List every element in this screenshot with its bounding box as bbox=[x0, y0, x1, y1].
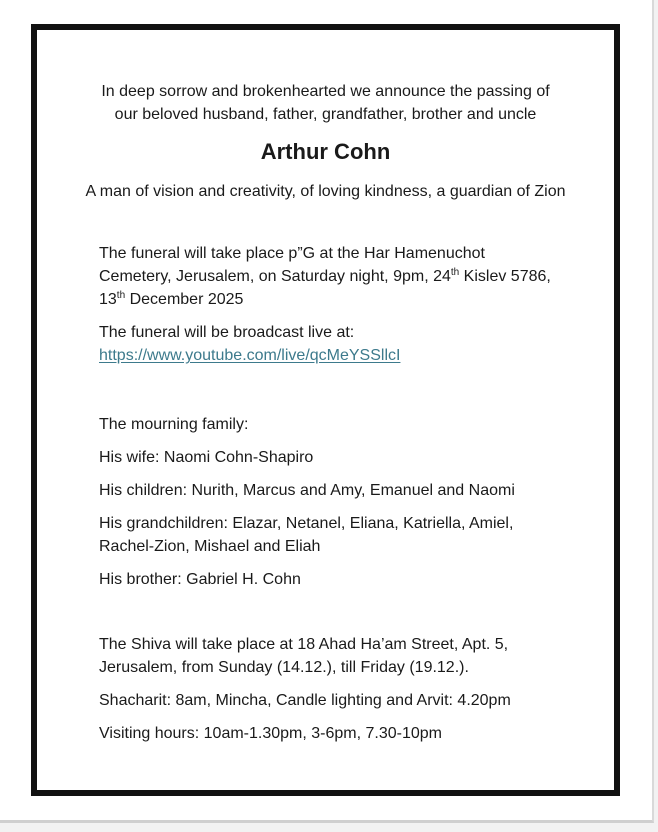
visiting-hours: Visiting hours: 10am-1.30pm, 3-6pm, 7.30-10pm bbox=[99, 725, 442, 742]
shiva-line-2: Jerusalem, from Sunday (14.12.), till Friday (19.12.). bbox=[99, 659, 469, 676]
funeral-date-rest: December 2025 bbox=[125, 291, 244, 308]
announcement-intro bbox=[37, 80, 614, 126]
funeral-line-2 bbox=[99, 265, 599, 288]
broadcast-info bbox=[99, 321, 599, 367]
shiva-section bbox=[99, 633, 599, 745]
grandchildren-line-2: Rachel-Zion, Mishael and Eliah bbox=[99, 538, 321, 555]
broadcast-link[interactable]: https://www.youtube.com/live/qcMeYSSllcI bbox=[99, 347, 401, 364]
intro-line-2: our beloved husband, father, grandfather, brother and uncle bbox=[114, 106, 537, 123]
deceased-name: Arthur Cohn bbox=[260, 139, 391, 164]
tagline: A man of vision and creativity, of loving kindness, a guardian of Zion bbox=[85, 183, 566, 200]
intro-line-1: In deep sorrow and brokenhearted we announce the passing of bbox=[101, 83, 550, 100]
family-wife: His wife: Naomi Cohn-Shapiro bbox=[99, 449, 314, 466]
funeral-line-2-text-end: Kislev 5786, bbox=[459, 268, 551, 285]
notice-border-frame bbox=[31, 24, 620, 796]
prayer-times: Shacharit: 8am, Mincha, Candle lighting and Arvit: 4.20pm bbox=[99, 692, 511, 709]
family-section bbox=[99, 413, 599, 591]
ordinal-suffix: th bbox=[450, 267, 460, 278]
shiva-line-1: The Shiva will take place at 18 Ahad Ha’am Street, Apt. 5, bbox=[99, 636, 509, 653]
family-brother: His brother: Gabriel H. Cohn bbox=[99, 571, 301, 588]
funeral-line-1: The funeral will take place p”G at the Har Hamenuchot bbox=[99, 245, 485, 262]
funeral-line-2-text: Cemetery, Jerusalem, on Saturday night, 9pm, 24 bbox=[99, 268, 451, 285]
ordinal-suffix: th bbox=[116, 290, 126, 301]
broadcast-label: The funeral will be broadcast live at: bbox=[99, 324, 355, 341]
funeral-date-day: 13 bbox=[99, 291, 117, 308]
grandchildren-line-1: His grandchildren: Elazar, Netanel, Eliana, Katriella, Amiel, bbox=[99, 515, 514, 532]
funeral-section bbox=[99, 242, 599, 367]
funeral-line-3 bbox=[99, 288, 599, 311]
family-heading: The mourning family: bbox=[99, 416, 249, 433]
shiva-location bbox=[99, 633, 599, 679]
family-children: His children: Nurith, Marcus and Amy, Emanuel and Naomi bbox=[99, 482, 515, 499]
family-grandchildren bbox=[99, 512, 599, 558]
funeral-details bbox=[99, 242, 599, 311]
